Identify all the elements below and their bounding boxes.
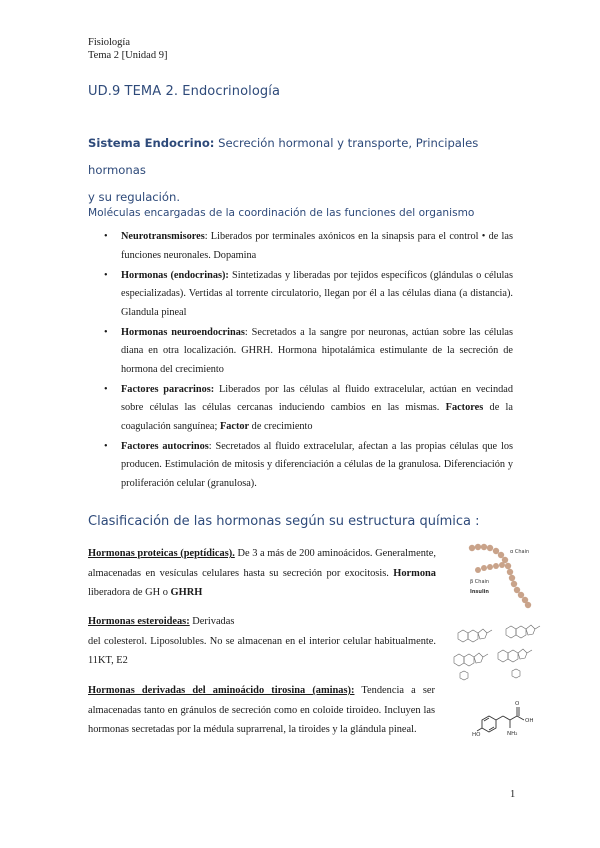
- list-item: • Hormonas neuroendocrinas: Secretados a la sangre por neuronas, actúan sobre las células diana en otra localización. GHRH. Hormona hipotalámica estimulante de la secreción de hormona del crecimiento: [104, 326, 514, 375]
- list-item: • Hormonas (endocrinas): Sintetizadas y liberadas por tejidos específicos (glándulas o células especializadas). Vertidas al torrente circulatorio, llegan por él a las células diana (a distancia). Glandula pineal: [104, 269, 513, 318]
- proteicas-bold2: GHRH: [170, 587, 203, 598]
- tyrosine-ho-label: HO: [472, 732, 481, 738]
- list-item-text: de la coagulación sanguínea;: [121, 402, 513, 432]
- esteroideas-text1: Derivadas: [189, 616, 235, 627]
- insulin-chain-a-label: α Chain: [510, 549, 530, 555]
- list-item: • Factores paracrinos: Liberados por las células al fluido extracelular, actúan en vecindad sobre células las células cercanas induciendo cambios en las mismas. Factores de la coagulación sanguínea; Factor de crecimiento: [104, 383, 514, 432]
- section-bold-label: Sistema Endocrino:: [88, 136, 215, 150]
- list-item-term: Factores: [445, 402, 484, 413]
- tyrosine-oh-label: OH: [525, 718, 534, 724]
- list-item-text: de crecimiento: [249, 420, 313, 432]
- tyrosine-nh2-label: NH₂: [507, 731, 518, 737]
- subtitle-molecules: Moléculas encargadas de la coordinación de las funciones del organismo: [88, 207, 475, 219]
- list-item-term: Factores paracrinos:: [121, 383, 215, 395]
- paragraph-aminas: [88, 681, 435, 740]
- aminas-text: Tendencia a ser almacenadas tanto en gránulos de secreción como en coloide tiroideo. Incluyen las hormonas secretadas por la médula suprarrenal, la tiroides y la glándula pineal.: [88, 685, 435, 735]
- proteicas-term: Hormonas proteicas (peptídicas).: [88, 548, 235, 559]
- list-item: • Neurotransmisores: Liberados por terminales axónicos en la sinapsis para el control • de las funciones neuronales. Dopamina: [104, 231, 513, 261]
- section-line1: Secreción hormonal y transporte, Principales hormonas: [88, 136, 479, 177]
- list-item-term: Neurotransmisores: [121, 231, 205, 242]
- esteroideas-text2: del colesterol. Liposolubles. No se almacenan en el interior celular habitualmente. 11KT, E2: [88, 635, 436, 666]
- list-item-text: Liberados por las células al fluido extracelular, actúan en vecindad sobre células las células cercanas induciendo cambios en las mismas.: [121, 383, 514, 413]
- section-line2: y su regulación.: [88, 190, 181, 204]
- header-subject: Fisiología: [88, 37, 131, 48]
- insulin-label: Insulin: [470, 589, 489, 595]
- list-item-text: : Secretados a la sangre por neuronas, actúan sobre las células diana en otra localización. GHRH. Hormona hipotalámica estimulante de la secreción de hormona del crecimiento: [121, 326, 514, 375]
- insulin-diagram: [466, 540, 536, 612]
- tyrosine-structure: [472, 694, 544, 744]
- list-item-term: Factor: [219, 420, 250, 432]
- section-endocrine-system: [88, 130, 528, 211]
- molecule-list: [0, 228, 600, 495]
- list-item-text: Sintetizadas y liberadas por tejidos específicos (glándulas o células especializadas). Vertidas al torrente circulatorio, llegan por él a las células diana (a distancia). Glandula pineal: [121, 269, 513, 318]
- proteicas-bold1: Hormona: [393, 567, 436, 579]
- esteroideas-term: Hormonas esteroideas:: [88, 616, 190, 627]
- list-item-text: : Secretados al fluido extracelular, afectan a las propias células que los producen. Estimulación de mitosis y diferenciación a células de la granulosa. Diferenciación y proliferación celular (granulosa).: [121, 440, 513, 489]
- page-title: UD.9 TEMA 2. Endocrinología: [88, 84, 281, 99]
- list-item-text: : Liberados por terminales axónicos en la sinapsis para el control • de las funciones neuronales. Dopamina: [121, 231, 513, 261]
- list-item-term: Hormonas neuroendocrinas: [121, 326, 245, 338]
- heading-classification: Clasificación de las hormonas según su estructura química :: [88, 514, 480, 529]
- tyrosine-o-label: O: [515, 701, 520, 707]
- page-header: [88, 37, 167, 62]
- paragraph-esteroideas: [88, 612, 436, 671]
- header-unit: Tema 2 [Unidad 9]: [88, 49, 168, 61]
- steroid-structures: [448, 617, 548, 683]
- proteicas-text: De 3 a más de 200 aminoácidos. Generalmente, almacenadas en vesículas celulares hasta su secreción por exocitosis.: [88, 548, 436, 579]
- insulin-chain-b-label: β Chain: [470, 579, 490, 585]
- proteicas-text2: liberadora de GH o: [88, 587, 171, 598]
- list-item-term: Hormonas (endocrinas):: [121, 269, 229, 281]
- list-item: • Factores autocrinos: Secretados al fluido extracelular, afectan a las propias células que los producen. Estimulación de mitosis y diferenciación a células de la granulosa. Diferenciación y proliferación celular (granulosa).: [104, 440, 513, 489]
- page-number: 1: [510, 789, 516, 800]
- paragraph-proteicas: [88, 544, 436, 603]
- list-item-term: Factores autocrinos: [121, 440, 209, 452]
- aminas-term: Hormonas derivadas del aminoácido tirosina (aminas):: [88, 685, 355, 696]
